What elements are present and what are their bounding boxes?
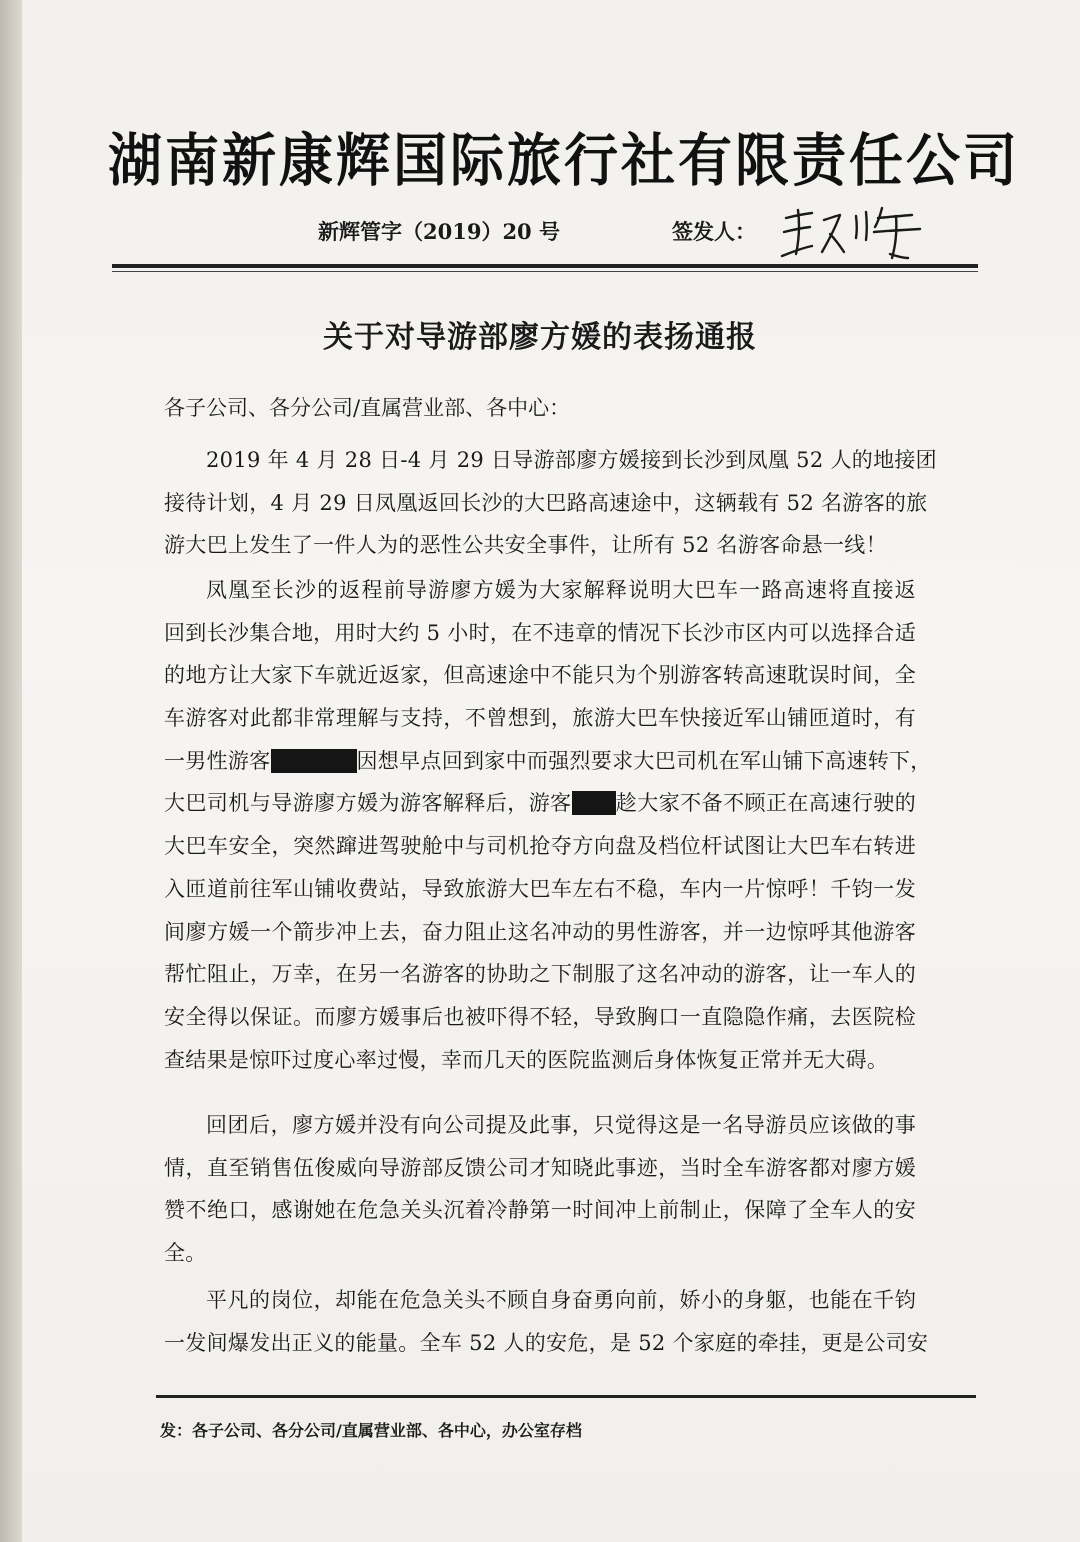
- paragraph-4: [164, 1279, 929, 1364]
- document-number: 新辉管字（2019）20 号: [318, 219, 560, 244]
- distribution-footer: 发：各子公司、各分公司/直属营业部、各中心，办公室存档: [160, 1421, 582, 1440]
- issuer-label: 签发人：: [672, 219, 756, 244]
- line-segment: 一男性游客: [164, 748, 271, 773]
- paragraph-line-redacted: [164, 782, 916, 825]
- paragraph-line: 安全得以保证。而廖方媛事后也被吓得不轻，导致胸口一直隐隐作痛，去医院检: [164, 1004, 916, 1029]
- paragraph-line: 大巴车安全，突然蹿进驾驶舱中与司机抢夺方向盘及档位杆试图让大巴车右转进: [164, 834, 916, 859]
- redaction-bar: [572, 791, 616, 815]
- line-segment: 大巴司机与导游廖方媛为游客解释后，游客: [164, 791, 572, 816]
- paragraph-line: 凤凰至长沙的返程前导游廖方媛为大家解释说明大巴车一路高速将直接返: [206, 578, 916, 602]
- paragraph-line: 情，直至销售伍俊威向导游部反馈公司才知晓此事迹，当时全车游客都对廖方媛: [164, 1155, 916, 1180]
- paragraph-line: 接待计划，4 月 29 日凤凰返回长沙的大巴路高速途中，这辆载有 52 名游客的旅: [164, 490, 928, 515]
- letterhead: 湖南新康辉国际旅行社有限责任公司: [108, 127, 1020, 194]
- paragraph-line: 查结果是惊吓过度心率过慢，幸而几天的医院监测后身体恢复正常并无大碍。: [164, 1047, 889, 1072]
- salutation: 各子公司、各分公司/直属营业部、各中心：: [164, 396, 571, 420]
- paragraph-line: 回到长沙集合地，用时大约 5 小时，在不违章的情况下长沙市区内可以选择合适: [164, 620, 916, 645]
- paragraph-3: [164, 1104, 916, 1275]
- paragraph-line: 间廖方媛一个箭步冲上去，奋力阻止这名冲动的男性游客，并一边惊呼其他游客: [164, 919, 916, 944]
- paragraph-line: 赞不绝口，感谢她在危急关头沉着冷静第一时间冲上前制止，保障了全车人的安: [164, 1198, 916, 1223]
- handwritten-signature: [778, 196, 928, 266]
- paragraph-line: 车游客对此都非常理解与支持，不曾想到，旅游大巴车快接近军山铺匝道时，有: [164, 706, 916, 731]
- paragraph-line: 的地方让大家下车就近返家，但高速途中不能只为个别游客转高速耽误时间，全: [164, 663, 916, 688]
- paragraph-line: 回团后，廖方媛并没有向公司提及此事，只觉得这是一名导游员应该做的事: [206, 1113, 916, 1137]
- redaction-bar: [271, 749, 357, 773]
- paragraph-line: 平凡的岗位，却能在危急关头不顾自身奋勇向前，娇小的身躯，也能在千钧: [206, 1288, 916, 1312]
- header-rule-thin: [112, 271, 978, 272]
- page-edge-shadow: [0, 0, 22, 1542]
- paragraph-1: [164, 439, 937, 567]
- paragraph-line: 一发间爆发出正义的能量。全车 52 人的安危，是 52 个家庭的牵挂，更是公司安: [164, 1330, 929, 1355]
- paragraph-2: [164, 569, 932, 1081]
- paragraph-line: 游大巴上发生了一件人为的恶性公共安全事件，让所有 52 名游客命悬一线！: [164, 533, 887, 558]
- footer-rule: [156, 1395, 976, 1398]
- line-segment: 趁大家不备不顾正在高速行驶的: [615, 791, 917, 816]
- paragraph-line: 2019 年 4 月 28 日-4 月 29 日导游部廖方媛接到长沙到凤凰 52 人的地接团: [206, 448, 937, 472]
- paragraph-line: 帮忙阻止，万幸，在另一名游客的协助之下制服了这名冲动的游客，让一车人的: [164, 962, 916, 987]
- paragraph-line: 入匝道前往军山铺收费站，导致旅游大巴车左右不稳，车内一片惊呼！千钧一发: [164, 876, 916, 901]
- line-segment: 因想早点回到家中而强烈要求大巴司机在军山铺下高速转下，: [356, 748, 932, 773]
- header-rule-thick: [112, 264, 978, 268]
- paragraph-line-redacted: [164, 740, 932, 783]
- notice-title: 关于对导游部廖方媛的表扬通报: [323, 320, 757, 355]
- paragraph-line: 全。: [164, 1241, 207, 1266]
